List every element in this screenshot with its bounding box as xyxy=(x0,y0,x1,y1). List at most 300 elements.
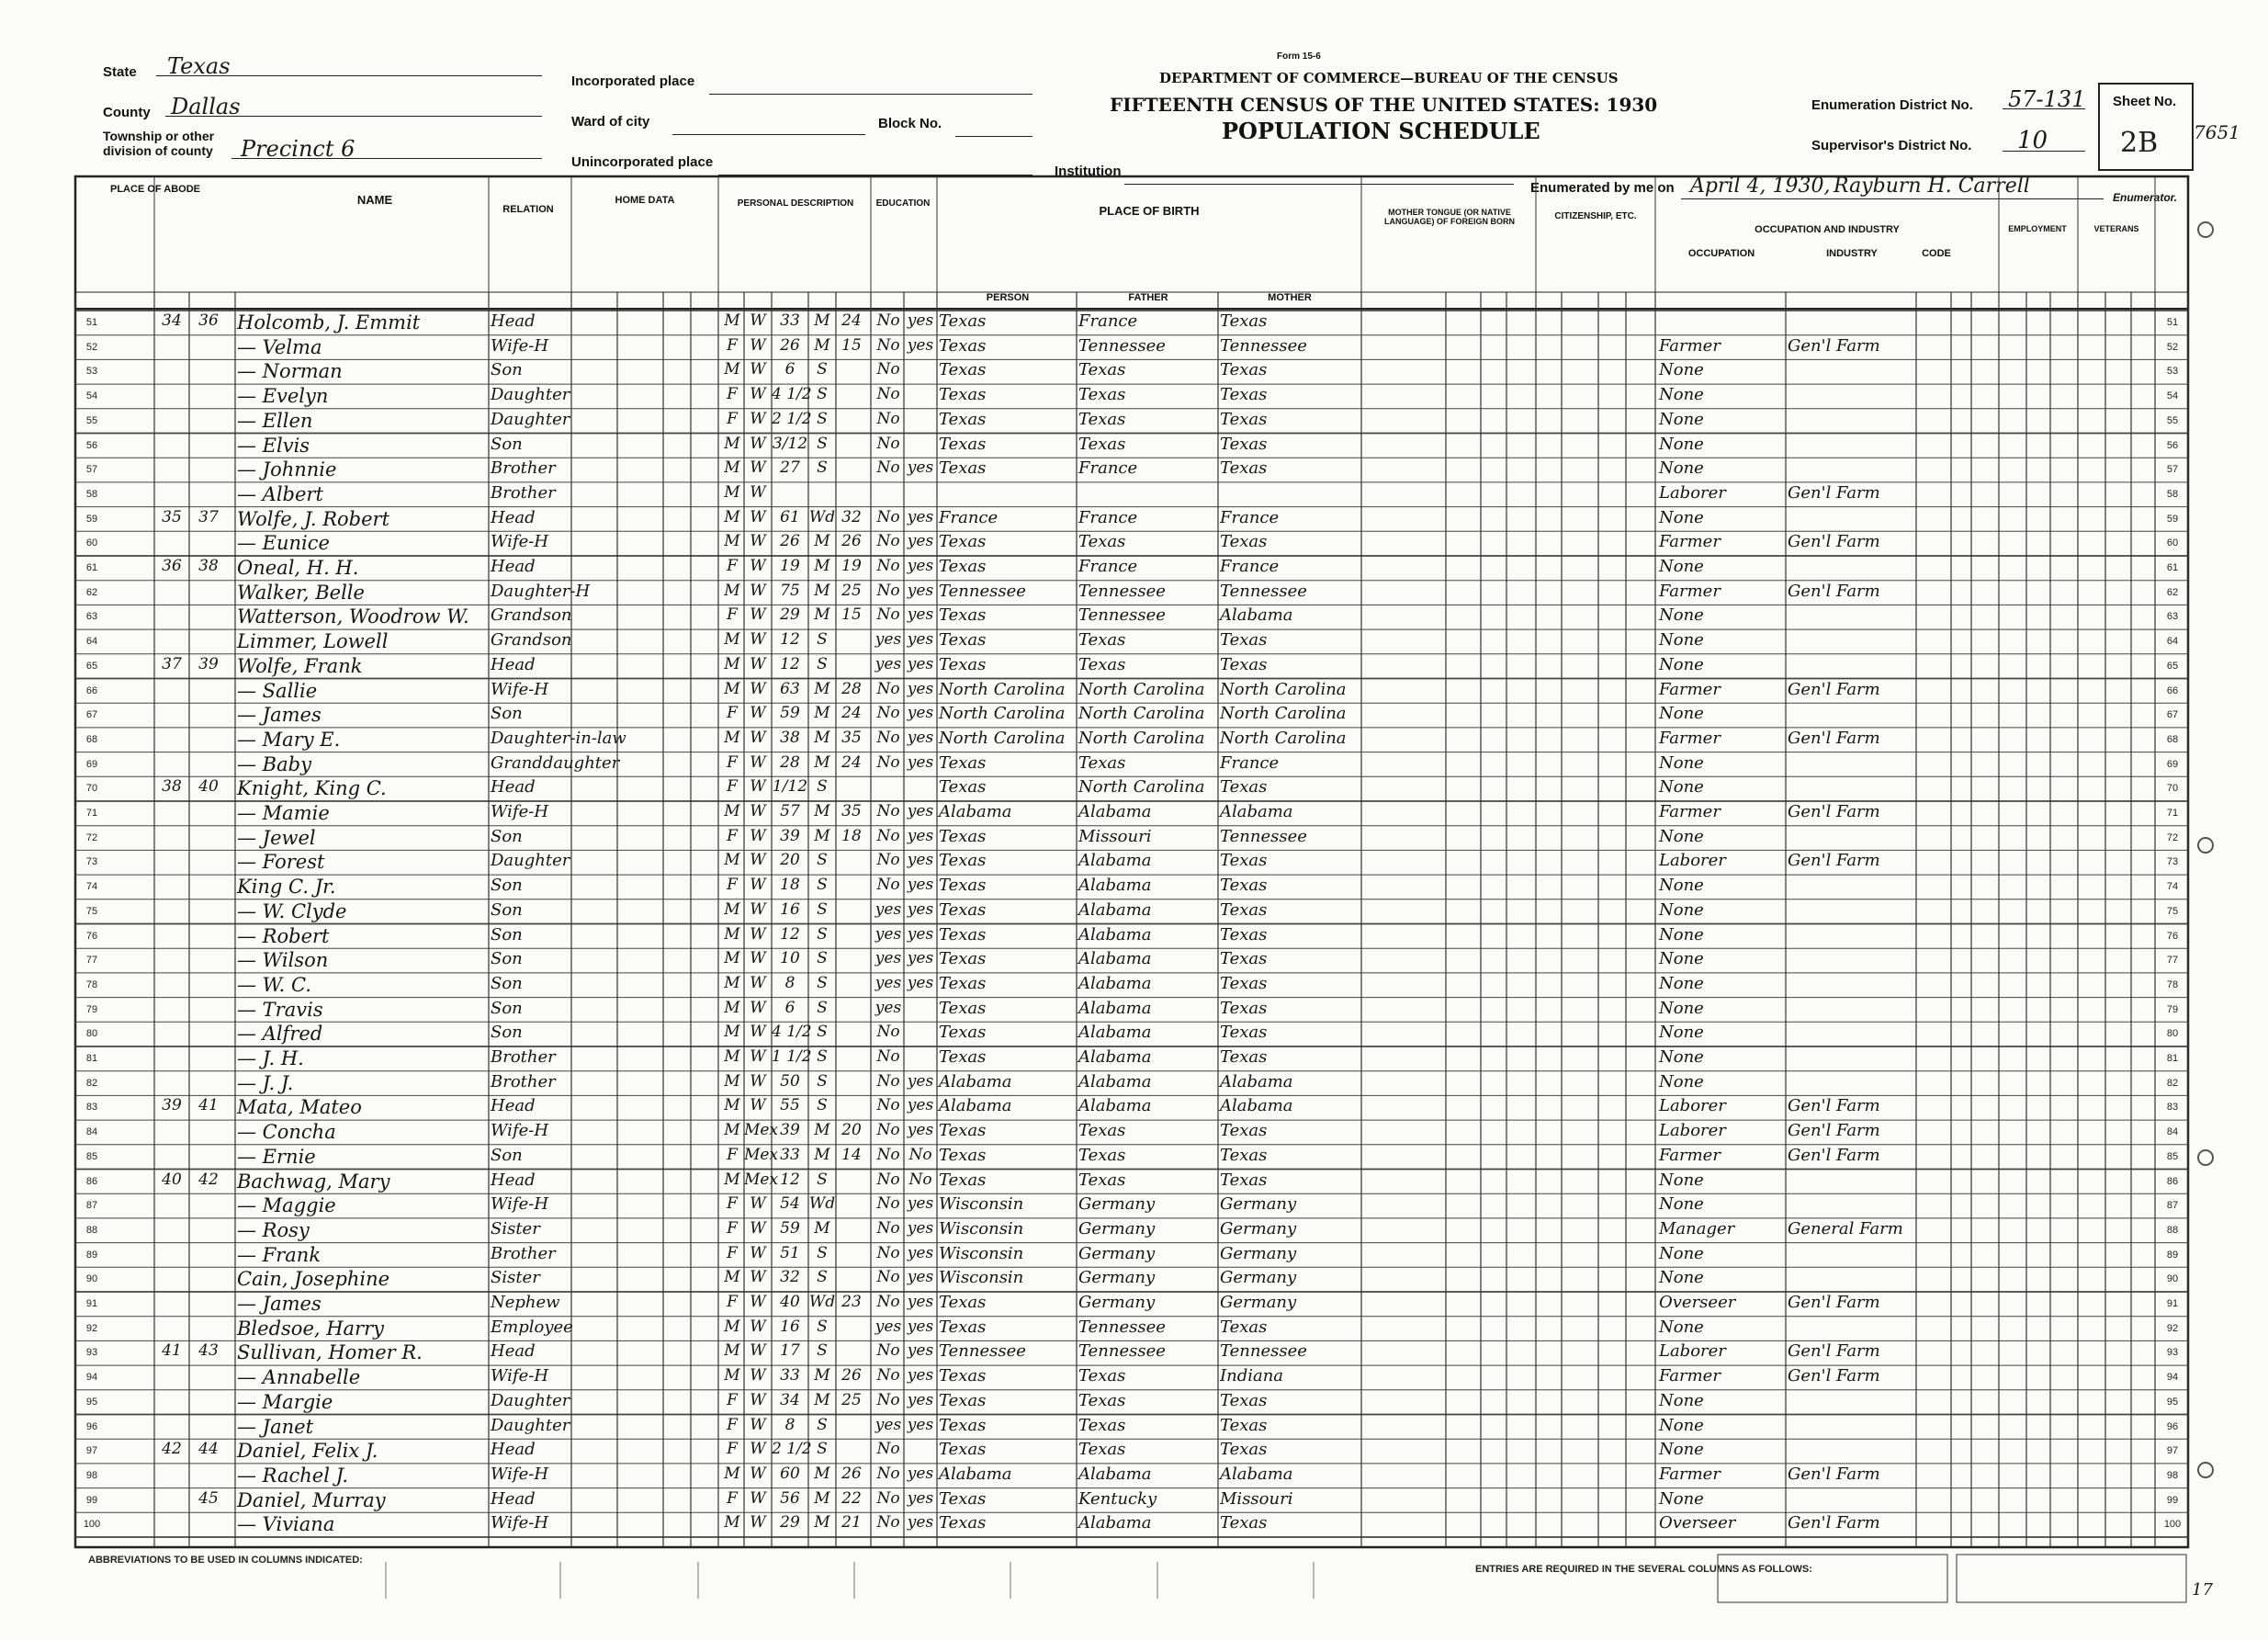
cell-marital: M xyxy=(814,1513,830,1533)
cell-sex: M xyxy=(724,1317,740,1336)
group-abode: PLACE OF ABODE xyxy=(110,184,200,195)
cell-relation: Son xyxy=(491,1145,523,1165)
cell-sex: M xyxy=(724,532,740,551)
cell-school: yes xyxy=(874,973,902,992)
cell-read-write: yes xyxy=(907,1366,934,1386)
cell-read-write: yes xyxy=(907,1488,934,1508)
cell-relation: Son xyxy=(491,998,523,1018)
cell-relation: Wife-H xyxy=(491,1194,549,1215)
cell-industry: Gen'l Farm xyxy=(1788,1096,1880,1116)
cell-birthplace-mother: Tennessee xyxy=(1220,1341,1307,1362)
sub-mother: MOTHER xyxy=(1268,292,1312,303)
cell-birthplace-mother: Texas xyxy=(1220,1317,1268,1337)
cell-sex: M xyxy=(724,1464,740,1483)
row-number-right: 60 xyxy=(2166,537,2179,549)
cell-marital: S xyxy=(817,777,828,797)
cell-sex: M xyxy=(724,1071,740,1091)
cell-race: W xyxy=(750,458,766,478)
cell-race: W xyxy=(750,924,766,944)
cell-row-number: 67 xyxy=(85,709,98,721)
cell-school: No xyxy=(876,532,900,551)
cell-birthplace-person: Texas xyxy=(939,1440,987,1460)
cell-birthplace-person: Alabama xyxy=(939,802,1012,821)
cell-relation: Son xyxy=(491,1023,523,1043)
cell-marital: M xyxy=(814,557,830,575)
cell-birthplace-mother: Texas xyxy=(1220,1121,1268,1141)
unincorporated-label: Unincorporated place xyxy=(571,154,714,170)
cell-sex: M xyxy=(724,1268,740,1287)
cell-occupation: None xyxy=(1659,1415,1704,1435)
cell-relation: Son xyxy=(491,360,523,380)
cell-school: yes xyxy=(874,1317,902,1336)
cell-school: No xyxy=(876,851,900,870)
cell-birthplace-mother: Texas xyxy=(1220,949,1268,969)
cell-birthplace-father: Alabama xyxy=(1078,973,1152,993)
supervisor-label: Supervisor's District No. xyxy=(1811,138,1972,153)
cell-marital: M xyxy=(814,581,830,600)
cell-sex: M xyxy=(724,458,740,478)
cell-relation: Son xyxy=(491,826,523,846)
cell-age: 26 xyxy=(780,335,800,355)
cell-age-first-marriage: 35 xyxy=(841,802,862,820)
cell-occupation: None xyxy=(1659,777,1704,797)
cell-school: yes xyxy=(874,1415,902,1434)
cell-sex: F xyxy=(727,1390,738,1409)
cell-birthplace-mother: Indiana xyxy=(1220,1366,1284,1386)
cell-race: W xyxy=(750,704,766,723)
cell-relation: Wife-H xyxy=(491,1513,549,1533)
cell-birthplace-father: Tennessee xyxy=(1078,335,1166,356)
cell-race: W xyxy=(750,581,766,600)
cell-person-name: — J. J. xyxy=(237,1071,294,1094)
cell-read-write: yes xyxy=(907,704,934,723)
cell-school: No xyxy=(876,335,900,355)
cell-age-first-marriage: 24 xyxy=(841,752,862,772)
cell-relation: Brother xyxy=(491,1047,556,1067)
cell-dwelling-number: 41 xyxy=(162,1341,182,1361)
state-label: State xyxy=(103,64,137,80)
row-number-right: 99 xyxy=(2166,1494,2179,1506)
cell-marital: M xyxy=(814,532,830,551)
cell-birthplace-person: Alabama xyxy=(939,1464,1012,1484)
cell-school: No xyxy=(876,802,900,820)
cell-industry: Gen'l Farm xyxy=(1788,335,1880,356)
cell-sex: F xyxy=(727,605,738,625)
cell-birthplace-mother: Texas xyxy=(1220,654,1268,674)
cell-sex: M xyxy=(724,851,740,870)
row-number-right: 66 xyxy=(2166,684,2179,696)
cell-sex: M xyxy=(724,1513,740,1533)
group-personal: PERSONAL DESCRIPTION xyxy=(737,198,854,209)
group-employment: EMPLOYMENT xyxy=(2008,224,2067,233)
cell-person-name: Walker, Belle xyxy=(237,581,365,604)
cell-relation: Wife-H xyxy=(491,532,549,552)
cell-school: No xyxy=(876,1488,900,1508)
cell-birthplace-mother: France xyxy=(1220,752,1280,773)
row-number-right: 93 xyxy=(2166,1347,2179,1359)
row-number-right: 67 xyxy=(2166,709,2179,721)
cell-age: 2 1/2 xyxy=(772,1440,812,1459)
cell-sex: F xyxy=(727,826,738,845)
cell-row-number: 97 xyxy=(85,1445,98,1457)
cell-race: W xyxy=(750,1218,766,1238)
cell-birthplace-father: France xyxy=(1078,311,1138,331)
cell-age: 12 xyxy=(780,630,800,650)
cell-sex: M xyxy=(724,679,740,698)
cell-sex: F xyxy=(727,385,738,404)
cell-age-first-marriage: 28 xyxy=(841,679,862,698)
cell-race: Mex xyxy=(744,1145,779,1164)
cell-relation: Daughter xyxy=(491,1390,570,1410)
cell-birthplace-father: Texas xyxy=(1078,1145,1126,1165)
row-number-right: 65 xyxy=(2166,660,2179,672)
cell-relation: Wife-H xyxy=(491,1121,549,1141)
cell-person-name: — J. H. xyxy=(237,1047,304,1069)
cell-occupation: Farmer xyxy=(1659,532,1721,552)
cell-age: 4 1/2 xyxy=(772,1023,812,1042)
cell-race: W xyxy=(750,482,766,502)
row-number-right: 98 xyxy=(2166,1469,2179,1481)
cell-birthplace-mother: Tennessee xyxy=(1220,335,1307,356)
enumerator-name: Rayburn H. Carrell xyxy=(1834,175,2030,198)
cell-race: W xyxy=(750,1293,766,1311)
cell-sex: M xyxy=(724,1121,740,1140)
cell-marital: S xyxy=(817,1415,828,1434)
cell-birthplace-person: Texas xyxy=(939,385,987,405)
cell-read-write: yes xyxy=(907,802,934,820)
cell-birthplace-person: Texas xyxy=(939,1415,987,1435)
cell-industry: General Farm xyxy=(1788,1218,1903,1238)
cell-relation: Son xyxy=(491,973,523,993)
cell-age: 12 xyxy=(780,1170,800,1189)
cell-row-number: 70 xyxy=(85,783,98,795)
cell-school: No xyxy=(876,826,900,845)
cell-row-number: 57 xyxy=(85,464,98,476)
cell-person-name: Limmer, Lowell xyxy=(237,630,389,653)
cell-read-write: yes xyxy=(907,1317,934,1336)
cell-marital: M xyxy=(814,679,830,698)
cell-person-name: — Velma xyxy=(237,335,322,358)
cell-relation: Brother xyxy=(491,482,556,503)
cell-occupation: Farmer xyxy=(1659,1145,1721,1165)
cell-marital: S xyxy=(817,899,828,919)
cell-row-number: 91 xyxy=(85,1298,98,1309)
cell-industry: Gen'l Farm xyxy=(1788,1121,1880,1141)
cell-birthplace-mother: Texas xyxy=(1220,1390,1268,1410)
cell-age: 32 xyxy=(780,1268,800,1287)
schedule-title: POPULATION SCHEDULE xyxy=(1222,118,1540,144)
cell-birthplace-father: Texas xyxy=(1078,532,1126,552)
cell-row-number: 80 xyxy=(85,1028,98,1040)
cell-relation: Daughter xyxy=(491,385,570,405)
cell-birthplace-father: North Carolina xyxy=(1078,679,1205,699)
cell-relation: Head xyxy=(491,1170,536,1190)
cell-read-write: yes xyxy=(907,1194,934,1214)
row-number-right: 91 xyxy=(2166,1298,2179,1309)
cell-row-number: 72 xyxy=(85,831,98,843)
cell-school: No xyxy=(876,1440,900,1459)
cell-age: 20 xyxy=(780,851,800,870)
cell-read-write: yes xyxy=(907,973,934,992)
cell-person-name: — Ernie xyxy=(237,1145,316,1168)
cell-birthplace-father: Germany xyxy=(1078,1243,1156,1263)
cell-birthplace-mother: Texas xyxy=(1220,1170,1268,1190)
cell-birthplace-mother: Texas xyxy=(1220,876,1268,896)
cell-race: W xyxy=(750,1023,766,1042)
cell-age-first-marriage: 15 xyxy=(841,605,862,625)
group-occupation: OCCUPATION AND INDUSTRY xyxy=(1755,224,1900,235)
cell-race: W xyxy=(750,1488,766,1508)
cell-school: No xyxy=(876,1243,900,1262)
cell-row-number: 71 xyxy=(85,808,98,819)
cell-race: W xyxy=(750,409,766,428)
cell-birthplace-mother: Texas xyxy=(1220,777,1268,797)
row-number-right: 85 xyxy=(2166,1150,2179,1162)
cell-person-name: — W. C. xyxy=(237,973,311,996)
cell-sex: M xyxy=(724,1170,740,1189)
cell-dwelling-number: 42 xyxy=(162,1440,182,1459)
cell-race: W xyxy=(750,679,766,698)
cell-row-number: 77 xyxy=(85,955,98,967)
cell-person-name: — Ellen xyxy=(237,409,313,432)
cell-birthplace-mother: Tennessee xyxy=(1220,826,1307,846)
cell-family-number: 36 xyxy=(198,311,219,330)
cell-school: No xyxy=(876,1071,900,1091)
cell-sex: F xyxy=(727,777,738,797)
cell-industry: Gen'l Farm xyxy=(1788,851,1880,871)
cell-age-first-marriage: 32 xyxy=(841,507,862,526)
cell-marital: S xyxy=(817,973,828,992)
cell-industry: Gen'l Farm xyxy=(1788,1145,1880,1165)
cell-marital: S xyxy=(817,385,828,404)
cell-row-number: 98 xyxy=(85,1469,98,1481)
cell-marital: M xyxy=(814,752,830,772)
cell-race: W xyxy=(750,434,766,453)
cell-read-write: yes xyxy=(907,1121,934,1140)
row-number-right: 64 xyxy=(2166,636,2179,648)
cell-occupation: Overseer xyxy=(1659,1293,1736,1312)
row-number-right: 59 xyxy=(2166,513,2179,525)
cell-occupation: None xyxy=(1659,360,1704,380)
cell-family-number: 40 xyxy=(198,777,219,797)
cell-school: No xyxy=(876,1268,900,1287)
cell-race: W xyxy=(750,728,766,747)
cell-read-write: yes xyxy=(907,949,934,968)
cell-birthplace-mother: Alabama xyxy=(1220,1464,1293,1484)
cell-industry: Gen'l Farm xyxy=(1788,532,1880,552)
cell-row-number: 99 xyxy=(85,1494,98,1506)
cell-person-name: — Norman xyxy=(237,360,343,383)
cell-relation: Son xyxy=(491,434,523,454)
cell-occupation: Farmer xyxy=(1659,802,1721,821)
cell-school: No xyxy=(876,360,900,379)
cell-relation: Head xyxy=(491,557,536,576)
cell-relation: Daughter xyxy=(491,409,570,429)
cell-age: 40 xyxy=(780,1293,800,1311)
cell-row-number: 78 xyxy=(85,978,98,990)
cell-birthplace-father: Texas xyxy=(1078,360,1126,380)
cell-row-number: 96 xyxy=(85,1420,98,1432)
cell-birthplace-person: Alabama xyxy=(939,1096,1012,1116)
cell-occupation: None xyxy=(1659,1194,1704,1215)
row-number-right: 55 xyxy=(2166,414,2179,426)
cell-birthplace-mother: Texas xyxy=(1220,1415,1268,1435)
cell-birthplace-father: Tennessee xyxy=(1078,1317,1166,1337)
cell-race: Mex xyxy=(744,1170,779,1189)
census-title: FIFTEENTH CENSUS OF THE UNITED STATES: 1930 xyxy=(1110,94,1658,116)
cell-birthplace-father: Alabama xyxy=(1078,851,1152,871)
cell-row-number: 93 xyxy=(85,1347,98,1359)
cell-age-first-marriage: 23 xyxy=(841,1293,862,1311)
cell-read-write: No xyxy=(908,1170,932,1189)
cell-birthplace-father: Alabama xyxy=(1078,949,1152,969)
cell-sex: M xyxy=(724,581,740,600)
cell-birthplace-father: Texas xyxy=(1078,1366,1126,1386)
cell-person-name: — Rosy xyxy=(237,1218,310,1241)
cell-person-name: Cain, Josephine xyxy=(237,1268,390,1291)
cell-birthplace-person: Wisconsin xyxy=(939,1268,1024,1288)
cell-read-write: yes xyxy=(907,507,934,526)
cell-industry: Gen'l Farm xyxy=(1788,1366,1880,1386)
cell-marital: M xyxy=(814,704,830,723)
cell-relation: Head xyxy=(491,777,536,797)
cell-race: W xyxy=(750,1366,766,1386)
cell-school: No xyxy=(876,1121,900,1140)
cell-dwelling-number: 38 xyxy=(162,777,182,797)
cell-sex: M xyxy=(724,1341,740,1361)
cell-school: yes xyxy=(874,899,902,919)
cell-person-name: — Baby xyxy=(237,752,311,775)
cell-marital: Wd xyxy=(808,1293,836,1311)
cell-marital: S xyxy=(817,1341,828,1361)
cell-birthplace-person: Texas xyxy=(939,532,987,552)
cell-birthplace-mother: Texas xyxy=(1220,630,1268,650)
cell-age: 51 xyxy=(780,1243,800,1262)
cell-sex: M xyxy=(724,360,740,379)
cell-marital: Wd xyxy=(808,1194,836,1214)
row-number-right: 78 xyxy=(2166,978,2179,990)
cell-age: 16 xyxy=(780,1317,800,1336)
cell-race: W xyxy=(750,335,766,355)
cell-row-number: 61 xyxy=(85,562,98,573)
cell-person-name: Daniel, Murray xyxy=(237,1488,386,1511)
row-number-right: 71 xyxy=(2166,808,2179,819)
row-number-right: 58 xyxy=(2166,488,2179,500)
row-number-right: 100 xyxy=(2163,1519,2182,1531)
cell-person-name: Knight, King C. xyxy=(237,777,387,800)
cell-read-write: yes xyxy=(907,876,934,895)
cell-school: yes xyxy=(874,654,902,673)
cell-race: W xyxy=(750,654,766,673)
cell-marital: M xyxy=(814,1218,830,1238)
cell-relation: Son xyxy=(491,704,523,724)
cell-birthplace-mother: Germany xyxy=(1220,1268,1297,1288)
cell-age-first-marriage: 35 xyxy=(841,728,862,747)
cell-industry: Gen'l Farm xyxy=(1788,1293,1880,1312)
cell-person-name: — Viviana xyxy=(237,1513,335,1536)
cell-birthplace-father: North Carolina xyxy=(1078,777,1205,797)
cell-race: W xyxy=(750,385,766,404)
cell-school: No xyxy=(876,507,900,526)
cell-sex: F xyxy=(727,409,738,428)
cell-occupation: None xyxy=(1659,1440,1704,1460)
cell-birthplace-person: France xyxy=(939,507,999,527)
cell-person-name: — Eunice xyxy=(237,532,330,555)
cell-age: 17 xyxy=(780,1341,800,1361)
cell-read-write: yes xyxy=(907,752,934,772)
row-number-right: 61 xyxy=(2166,562,2179,573)
binding-holes xyxy=(2192,211,2219,1534)
cell-relation: Sister xyxy=(491,1218,540,1238)
cell-age: 6 xyxy=(784,998,795,1017)
cell-birthplace-person: Texas xyxy=(939,826,987,846)
cell-birthplace-person: Texas xyxy=(939,1121,987,1141)
row-number-right: 62 xyxy=(2166,586,2179,598)
cell-school: yes xyxy=(874,630,902,650)
cell-relation: Daughter xyxy=(491,1415,570,1435)
cell-person-name: — Maggie xyxy=(237,1194,336,1217)
cell-birthplace-person: Texas xyxy=(939,360,987,380)
cell-birthplace-mother: Germany xyxy=(1220,1218,1297,1238)
cell-sex: M xyxy=(724,434,740,453)
cell-birthplace-father: Germany xyxy=(1078,1293,1156,1312)
cell-read-write: yes xyxy=(907,1513,934,1533)
cell-race: W xyxy=(750,899,766,919)
cell-occupation: Laborer xyxy=(1659,851,1726,871)
row-number-right: 94 xyxy=(2166,1372,2179,1384)
cell-age: 27 xyxy=(780,458,800,478)
cell-age-first-marriage: 26 xyxy=(841,532,862,551)
cell-row-number: 69 xyxy=(85,758,98,770)
cell-occupation: Laborer xyxy=(1659,1096,1726,1116)
cell-birthplace-father: Alabama xyxy=(1078,924,1152,944)
cell-birthplace-father: Missouri xyxy=(1078,826,1152,846)
cell-birthplace-father: North Carolina xyxy=(1078,728,1205,748)
cell-birthplace-person: Texas xyxy=(939,1317,987,1337)
row-number-right: 96 xyxy=(2166,1420,2179,1432)
state-value: Texas xyxy=(167,53,231,79)
cell-row-number: 92 xyxy=(85,1322,98,1334)
cell-birthplace-person: North Carolina xyxy=(939,704,1066,724)
cell-birthplace-father: Alabama xyxy=(1078,1071,1152,1091)
cell-birthplace-father: Texas xyxy=(1078,409,1126,429)
cell-row-number: 81 xyxy=(85,1053,98,1064)
cell-age: 26 xyxy=(780,532,800,551)
cell-occupation: None xyxy=(1659,1488,1704,1509)
cell-sex: M xyxy=(724,630,740,650)
cell-sex: F xyxy=(727,1145,738,1164)
cell-school: No xyxy=(876,1513,900,1533)
cell-birthplace-person: Texas xyxy=(939,1488,987,1509)
cell-school: No xyxy=(876,1194,900,1214)
cell-birthplace-person: Texas xyxy=(939,998,987,1018)
cell-sex: F xyxy=(727,1440,738,1459)
cell-birthplace-father: Texas xyxy=(1078,385,1126,405)
cell-race: W xyxy=(750,557,766,575)
cell-age-first-marriage: 18 xyxy=(841,826,862,845)
cell-marital: S xyxy=(817,1096,828,1115)
cell-relation: Daughter xyxy=(491,851,570,871)
cell-industry: Gen'l Farm xyxy=(1788,581,1880,601)
cell-school: No xyxy=(876,1390,900,1409)
cell-sex: M xyxy=(724,1047,740,1066)
cell-school: No xyxy=(876,1341,900,1361)
sub-father: FATHER xyxy=(1128,292,1168,303)
cell-age-first-marriage: 22 xyxy=(841,1488,862,1508)
cell-read-write: yes xyxy=(907,630,934,650)
cell-race: W xyxy=(750,1513,766,1533)
cell-occupation: None xyxy=(1659,630,1704,650)
